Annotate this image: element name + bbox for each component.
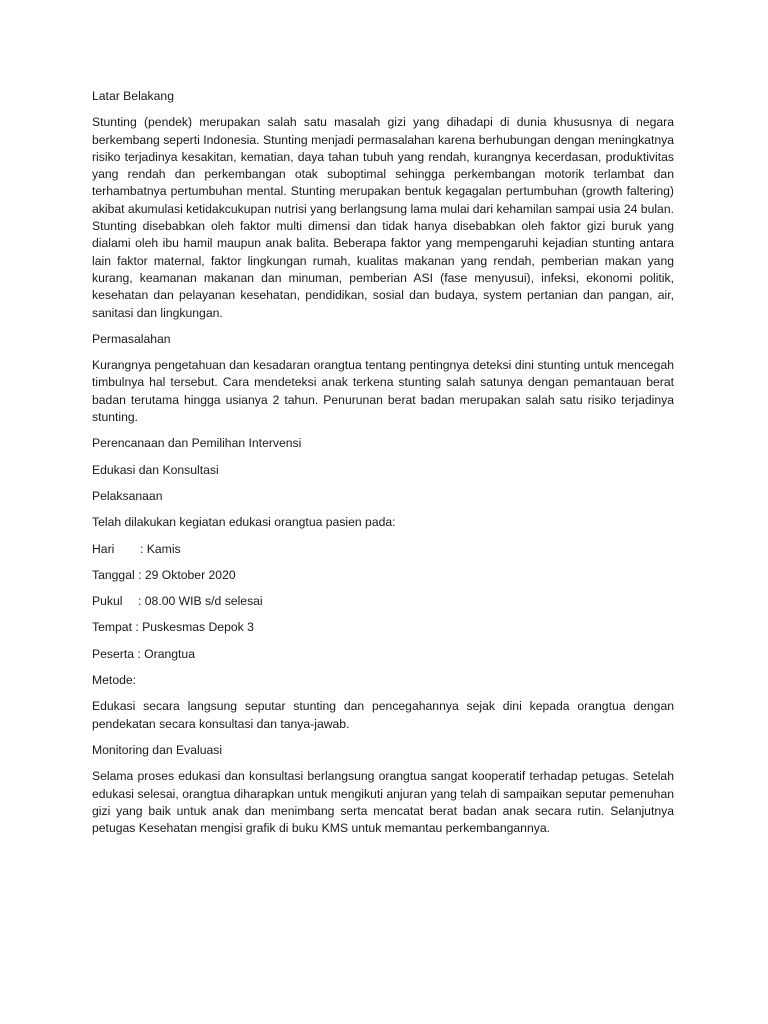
heading-permasalahan: Permasalahan (92, 331, 171, 346)
row-hari (92, 541, 674, 558)
row-pukul (92, 593, 674, 610)
row-peserta: Peserta : Orangtua (92, 646, 195, 661)
value-pukul: : 08.00 WIB s/d selesai (138, 594, 263, 609)
heading-pelaksanaan: Pelaksanaan (92, 488, 163, 503)
paragraph-latar-belakang: Stunting (pendek) merupakan salah satu masalah gizi yang dihadapi di dunia khususnya di negara berkembang seperti Indonesia. Stunting menjadi permasalahan karena berhubungan dengan meningkatnya risiko terjadinya kesakitan, kematian, daya tahan tubuh yang rendah, kurangnya kecerdasan, produktivitas yang rendah dan perkembangan otak suboptimal sehingga perkembangan motorik terlambat dan terhambatnya pertumbuhan mental. Stunting merupakan bentuk kegagalan pertumbuhan (growth faltering) akibat akumulasi ketidakcukupan nutrisi yang berlangsung lama mulai dari kehamilan sampai usia 24 bulan. Stunting disebabkan oleh faktor multi dimensi dan tidak hanya disebabkan oleh faktor gizi buruk yang dialami oleh ibu hamil maupun anak balita. Beberapa faktor yang mempengaruhi kejadian stunting antara lain faktor maternal, faktor lingkungan rumah, kualitas makanan yang rendah, pemberian makan yang kurang, keamanan makanan dan minuman, pemberian ASI (fase menyusui), infeksi, ekonomi politik, kesehatan dan pelayanan kesehatan, pendidikan, sosial dan budaya, system pertanian dan pangan, air, sanitasi dan lingkungan. (92, 115, 674, 320)
label-hari: Hari (92, 541, 115, 556)
paragraph-monitoring: Selama proses edukasi dan konsultasi berlangsung orangtua sangat kooperatif terhadap petugas. Setelah edukasi selesai, orangtua diharapkan untuk mengikuti anjuran yang telah di sampaikan seputar pemenuhan gizi yang baik untuk anak dan menimbang serta mencatat berat badan anak secara rutin. Selanjutnya petugas Kesehatan mengisi grafik di buku KMS untuk memantau perkembangannya. (92, 769, 674, 836)
heading-latar-belakang: Latar Belakang (92, 89, 174, 103)
row-tempat: Tempat : Puskesmas Depok 3 (92, 620, 254, 635)
text-pelaksanaan-intro: Telah dilakukan kegiatan edukasi orangtua pasien pada: (92, 515, 396, 530)
label-pukul: Pukul (92, 594, 123, 609)
paragraph-permasalahan: Kurangnya pengetahuan dan kesadaran orangtua tentang pentingnya deteksi dini stunting untuk mencegah timbulnya hal tersebut. Cara mendeteksi anak terkena stunting salah satunya dengan pemantauan berat badan terutama hingga usianya 2 tahun. Penurunan berat badan merupakan salah satu risiko terjadinya stunting. (92, 358, 674, 425)
value-hari: : Kamis (140, 541, 181, 556)
label-metode: Metode: (92, 673, 137, 688)
heading-perencanaan: Perencanaan dan Pemilihan Intervensi (92, 436, 302, 451)
text-edukasi-konsultasi: Edukasi dan Konsultasi (92, 462, 219, 477)
document-page (92, 88, 674, 846)
heading-monitoring: Monitoring dan Evaluasi (92, 742, 223, 757)
row-tanggal: Tanggal : 29 Oktober 2020 (92, 567, 236, 582)
paragraph-metode: Edukasi secara langsung seputar stunting dan pencegahannya sejak dini kepada orangtua dengan pendekatan secara konsultasi dan tanya-jawab. (92, 699, 674, 731)
